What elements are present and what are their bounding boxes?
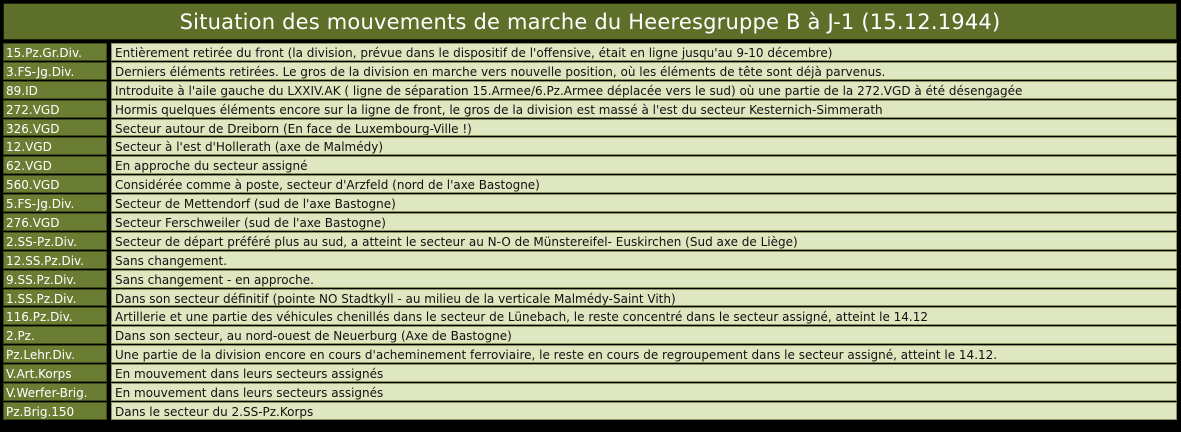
description-cell: En approche du secteur assigné <box>111 156 1177 174</box>
description-cell: En mouvement dans leurs secteurs assignés <box>111 383 1177 401</box>
description-cell: Secteur de Mettendorf (sud de l'axe Bastogne) <box>111 194 1177 212</box>
table-row <box>3 156 1177 174</box>
table-row <box>3 289 1177 307</box>
description-cell: Dans son secteur, au nord-ouest de Neuerburg (Axe de Bastogne) <box>111 326 1177 344</box>
unit-cell: 272.VGD <box>3 100 107 118</box>
unit-cell: 5.FS-Jg.Div. <box>3 194 107 212</box>
unit-cell: 116.Pz.Div. <box>3 307 107 325</box>
unit-cell: V.Art.Korps <box>3 364 107 382</box>
table-row <box>3 270 1177 288</box>
description-cell: Sans changement - en approche. <box>111 270 1177 288</box>
unit-cell: 62.VGD <box>3 156 107 174</box>
table-row <box>3 307 1177 325</box>
unit-cell: Pz.Brig.150 <box>3 402 107 420</box>
unit-cell: 326.VGD <box>3 119 107 137</box>
table-row <box>3 232 1177 250</box>
table-row <box>3 402 1177 420</box>
unit-cell: 12.SS.Pz.Div. <box>3 251 107 269</box>
unit-cell: 15.Pz.Gr.Div. <box>3 43 107 61</box>
table-row <box>3 345 1177 363</box>
table-row <box>3 81 1177 99</box>
table-body <box>3 43 1177 421</box>
table-row <box>3 326 1177 344</box>
description-cell: Dans le secteur du 2.SS-Pz.Korps <box>111 402 1177 420</box>
table-row <box>3 213 1177 231</box>
unit-cell: 89.ID <box>3 81 107 99</box>
description-cell: Secteur Ferschweiler (sud de l'axe Bastogne) <box>111 213 1177 231</box>
table-row <box>3 137 1177 155</box>
description-cell: Hormis quelques éléments encore sur la ligne de front, le gros de la division est massé à l'est du secteur Kesternich-Simmerath <box>111 100 1177 118</box>
unit-cell: 9.SS.Pz.Div. <box>3 270 107 288</box>
table-row <box>3 119 1177 137</box>
table-row <box>3 62 1177 80</box>
description-cell: Sans changement. <box>111 251 1177 269</box>
table-row <box>3 175 1177 193</box>
description-cell: Une partie de la division encore en cours d'acheminement ferroviaire, le reste en cours de regroupement dans le secteur assigné, atteint le 14.12. <box>111 345 1177 363</box>
table-row <box>3 383 1177 401</box>
unit-cell: 3.FS-Jg.Div. <box>3 62 107 80</box>
unit-cell: V.Werfer-Brig. <box>3 383 107 401</box>
description-cell: En mouvement dans leurs secteurs assignés <box>111 364 1177 382</box>
description-cell: Entièrement retirée du front (la division, prévue dans le dispositif de l'offensive, était en ligne jusqu'au 9-10 décembre) <box>111 43 1177 61</box>
description-cell: Secteur autour de Dreiborn (En face de Luxembourg-Ville !) <box>111 119 1177 137</box>
description-cell: Secteur à l'est d'Hollerath (axe de Malmédy) <box>111 137 1177 155</box>
table-row <box>3 251 1177 269</box>
description-cell: Introduite à l'aile gauche du LXXIV.AK ( ligne de séparation 15.Armee/6.Pz.Armee déplacée vers le sud) où une partie de la 272.VGD à été désengagée <box>111 81 1177 99</box>
unit-cell: 2.Pz. <box>3 326 107 344</box>
description-cell: Derniers éléments retirées. Le gros de la division en marche vers nouvelle position, où les éléments de tête sont déjà parvenus. <box>111 62 1177 80</box>
table-title: Situation des mouvements de marche du Heeresgruppe B à J-1 (15.12.1944) <box>3 3 1177 40</box>
description-cell: Dans son secteur définitif (pointe NO Stadtkyll - au milieu de la verticale Malmédy-Saint Vith) <box>111 289 1177 307</box>
description-cell: Considérée comme à poste, secteur d'Arzfeld (nord de l'axe Bastogne) <box>111 175 1177 193</box>
unit-cell: 1.SS.Pz.Div. <box>3 289 107 307</box>
unit-cell: 2.SS-Pz.Div. <box>3 232 107 250</box>
table-row <box>3 43 1177 61</box>
table-row <box>3 364 1177 382</box>
unit-cell: 560.VGD <box>3 175 107 193</box>
table-row <box>3 100 1177 118</box>
unit-cell: Pz.Lehr.Div. <box>3 345 107 363</box>
unit-cell: 276.VGD <box>3 213 107 231</box>
description-cell: Secteur de départ préféré plus au sud, a atteint le secteur au N-O de Münstereifel- Euskirchen (Sud axe de Liège) <box>111 232 1177 250</box>
unit-cell: 12.VGD <box>3 137 107 155</box>
table-row <box>3 194 1177 212</box>
description-cell: Artillerie et une partie des véhicules chenillés dans le secteur de Lünebach, le reste concentré dans le secteur assigné, atteint le 14.12 <box>111 307 1177 325</box>
